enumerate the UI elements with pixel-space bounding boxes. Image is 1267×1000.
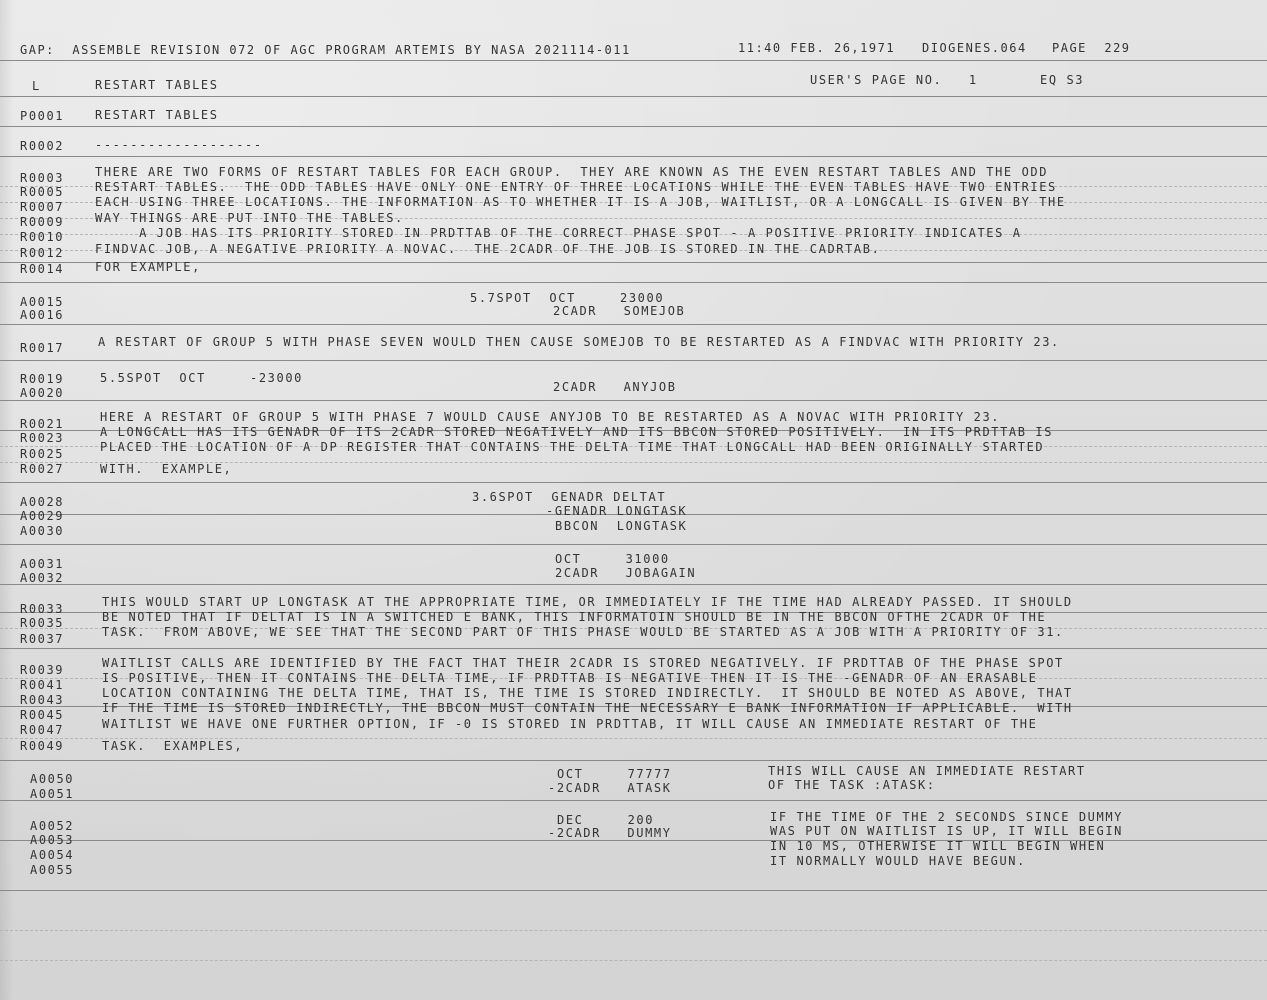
line-id: R0019 [20, 372, 65, 386]
line-text: -2CADR ATASK [548, 781, 672, 795]
line-text: BE NOTED THAT IF DELTAT IS IN A SWITCHED E BANK, THIS INFORMATOIN SHOULD BE IN THE BBCON OFTHE 2CADR OF THE [102, 610, 1047, 624]
paper-rule [0, 648, 1267, 649]
page-number: PAGE 229 [1052, 41, 1131, 55]
line-text: IS POSITIVE, THEN IT CONTAINS THE DELTA TIME, IF PRDTTAB IS NEGATIVE THEN IT IS THE -GENADR OF AN ERASABLE [102, 671, 1038, 685]
line-text: -GENADR LONGTASK [546, 504, 688, 518]
comment-text: IT NORMALLY WOULD HAVE BEGUN. [770, 854, 1026, 868]
line-id: A0051 [30, 787, 75, 801]
line-id: R0012 [20, 246, 65, 260]
line-text: 2CADR SOMEJOB [553, 304, 686, 318]
line-id: A0020 [20, 386, 65, 400]
line-text: FOR EXAMPLE, [95, 260, 201, 274]
line-id: R0037 [20, 632, 65, 646]
line-id: R0047 [20, 723, 65, 737]
line-text: A LONGCALL HAS ITS GENADR OF ITS 2CADR STORED NEGATIVELY AND ITS BBCON STORED POSITIVELY. IN ITS PRDTTAB IS [100, 425, 1054, 439]
paper-rule [0, 156, 1267, 157]
line-id: P0001 [20, 109, 65, 123]
line-id: R0049 [20, 739, 65, 753]
paper-rule [0, 482, 1267, 483]
line-text: 5.5SPOT OCT -23000 [100, 371, 303, 385]
line-id: R0007 [20, 200, 65, 214]
line-text: 5.7SPOT OCT 23000 [470, 291, 665, 305]
header-version: DIOGENES.064 [922, 41, 1027, 55]
line-text: THIS WOULD START UP LONGTASK AT THE APPROPRIATE TIME, OR IMMEDIATELY IF THE TIME HAD ALREADY PASSED. IT SHOULD [102, 595, 1073, 609]
line-text: THERE ARE TWO FORMS OF RESTART TABLES FOR EACH GROUP. THEY ARE KNOWN AS THE EVEN RESTART TABLES AND THE ODD [95, 165, 1049, 179]
line-text: RESTART TABLES. THE ODD TABLES HAVE ONLY ONE ENTRY OF THREE LOCATIONS WHILE THE EVEN TABLES HAVE TWO ENTRIES [95, 180, 1057, 194]
line-text: HERE A RESTART OF GROUP 5 WITH PHASE 7 WOULD CAUSE ANYJOB TO BE RESTARTED AS A NOVAC WITH PRIORITY 23. [100, 410, 1001, 424]
line-text: WAITLIST WE HAVE ONE FURTHER OPTION, IF -0 IS STORED IN PRDTTAB, IT WILL CAUSE AN IMMEDIATE RESTART OF THE [102, 717, 1038, 731]
eq-label: EQ S3 [1040, 73, 1085, 87]
line-id: A0028 [20, 495, 65, 509]
paper-rule [0, 60, 1267, 61]
line-id: R0035 [20, 616, 65, 630]
paper-rule [0, 960, 1267, 961]
line-id: A0029 [20, 509, 65, 523]
line-id: A0031 [20, 557, 65, 571]
comment-text: OF THE TASK :ATASK: [768, 778, 936, 792]
line-text: A RESTART OF GROUP 5 WITH PHASE SEVEN WOULD THEN CAUSE SOMEJOB TO BE RESTARTED AS A FINDVAC WITH PRIORITY 23. [98, 335, 1060, 349]
line-text: OCT 31000 [555, 552, 670, 566]
line-id: A0030 [20, 524, 65, 538]
paper-rule [0, 96, 1267, 97]
line-id: A0016 [20, 308, 65, 322]
paper-rule [0, 890, 1267, 891]
line-id: A0050 [30, 772, 75, 786]
header-timestamp: 11:40 FEB. 26,1971 [738, 41, 896, 55]
comment-text: WAS PUT ON WAITLIST IS UP, IT WILL BEGIN [770, 824, 1123, 838]
line-text: PLACED THE LOCATION OF A DP REGISTER THAT CONTAINS THE DELTA TIME THAT LONGCALL HAD BEEN ORIGINALLY STARTED [100, 440, 1045, 454]
line-text: DEC 200 [557, 813, 655, 827]
paper-rule [0, 126, 1267, 127]
line-id: R0017 [20, 341, 65, 355]
line-id: R0021 [20, 417, 65, 431]
page-title: RESTART TABLES [95, 78, 219, 92]
paper-rule [0, 930, 1267, 931]
paper-rule [0, 360, 1267, 361]
line-text: IF THE TIME IS STORED INDIRECTLY, THE BBCON MUST CONTAIN THE NECESSARY E BANK INFORMATION IF APPLICABLE. WITH [102, 701, 1073, 715]
comment-text: IF THE TIME OF THE 2 SECONDS SINCE DUMMY [770, 810, 1123, 824]
program-header: GAP: ASSEMBLE REVISION 072 OF AGC PROGRAM ARTEMIS BY NASA 2021114-011 [20, 43, 631, 57]
line-text: 2CADR JOBAGAIN [555, 566, 697, 580]
line-id: R0003 [20, 171, 65, 185]
line-text: ------------------- [95, 138, 263, 152]
line-id: R0014 [20, 262, 65, 276]
line-id: R0010 [20, 230, 65, 244]
line-text: A JOB HAS ITS PRIORITY STORED IN PRDTTAB OF THE CORRECT PHASE SPOT - A POSITIVE PRIORITY INDICATES A [95, 226, 1022, 240]
line-id: A0055 [30, 863, 75, 877]
line-text: FINDVAC JOB, A NEGATIVE PRIORITY A NOVAC. THE 2CADR OF THE JOB IS STORED IN THE CADRTAB. [95, 242, 881, 256]
line-text: OCT 77777 [557, 767, 672, 781]
line-text: TASK. FROM ABOVE, WE SEE THAT THE SECOND PART OF THIS PHASE WOULD BE STARTED AS A JOB WITH A PRIORITY OF 31. [102, 625, 1064, 639]
line-id: R0043 [20, 693, 65, 707]
line-id: R0027 [20, 462, 65, 476]
line-id: R0002 [20, 139, 65, 153]
line-text: TASK. EXAMPLES, [102, 739, 244, 753]
paper-rule [0, 400, 1267, 401]
comment-text: THIS WILL CAUSE AN IMMEDIATE RESTART [768, 764, 1086, 778]
line-text: 2CADR ANYJOB [553, 380, 677, 394]
paper-rule [0, 282, 1267, 283]
line-id: A0053 [30, 833, 75, 847]
line-text: WAY THINGS ARE PUT INTO THE TABLES. [95, 211, 404, 225]
line-text: EACH USING THREE LOCATIONS. THE INFORMATION AS TO WHETHER IT IS A JOB, WAITLIST, OR A LONGCALL IS GIVEN BY THE [95, 195, 1066, 209]
paper-rule [0, 800, 1267, 801]
line-id: R0039 [20, 663, 65, 677]
paper-rule [0, 544, 1267, 545]
title-row-code: L [32, 79, 41, 93]
line-id: A0054 [30, 848, 75, 862]
line-id: A0052 [30, 819, 75, 833]
line-text: RESTART TABLES [95, 108, 219, 122]
line-text: LOCATION CONTAINING THE DELTA TIME, THAT IS, THE TIME IS STORED INDIRECTLY. IT SHOULD BE NOTED AS ABOVE, THAT [102, 686, 1073, 700]
line-id: A0015 [20, 295, 65, 309]
line-id: A0032 [20, 571, 65, 585]
line-id: R0023 [20, 431, 65, 445]
line-id: R0041 [20, 678, 65, 692]
line-text: BBCON LONGTASK [555, 519, 688, 533]
line-id: R0025 [20, 447, 65, 461]
paper-rule [0, 584, 1267, 585]
line-id: R0045 [20, 708, 65, 722]
line-id: R0033 [20, 602, 65, 616]
line-text: WITH. EXAMPLE, [100, 462, 233, 476]
line-text: -2CADR DUMMY [548, 826, 672, 840]
line-id: R0005 [20, 185, 65, 199]
paper-rule [0, 760, 1267, 761]
user-page-number: USER'S PAGE NO. 1 [810, 73, 978, 87]
comment-text: IN 10 MS, OTHERWISE IT WILL BEGIN WHEN [770, 839, 1106, 853]
page-margin-shadow [0, 0, 14, 1000]
line-id: R0009 [20, 215, 65, 229]
line-text: 3.6SPOT GENADR DELTAT [472, 490, 667, 504]
line-text: WAITLIST CALLS ARE IDENTIFIED BY THE FACT THAT THEIR 2CADR IS STORED NEGATIVELY. IF PRDTTAB OF THE PHASE SPOT [102, 656, 1064, 670]
paper-rule [0, 324, 1267, 325]
